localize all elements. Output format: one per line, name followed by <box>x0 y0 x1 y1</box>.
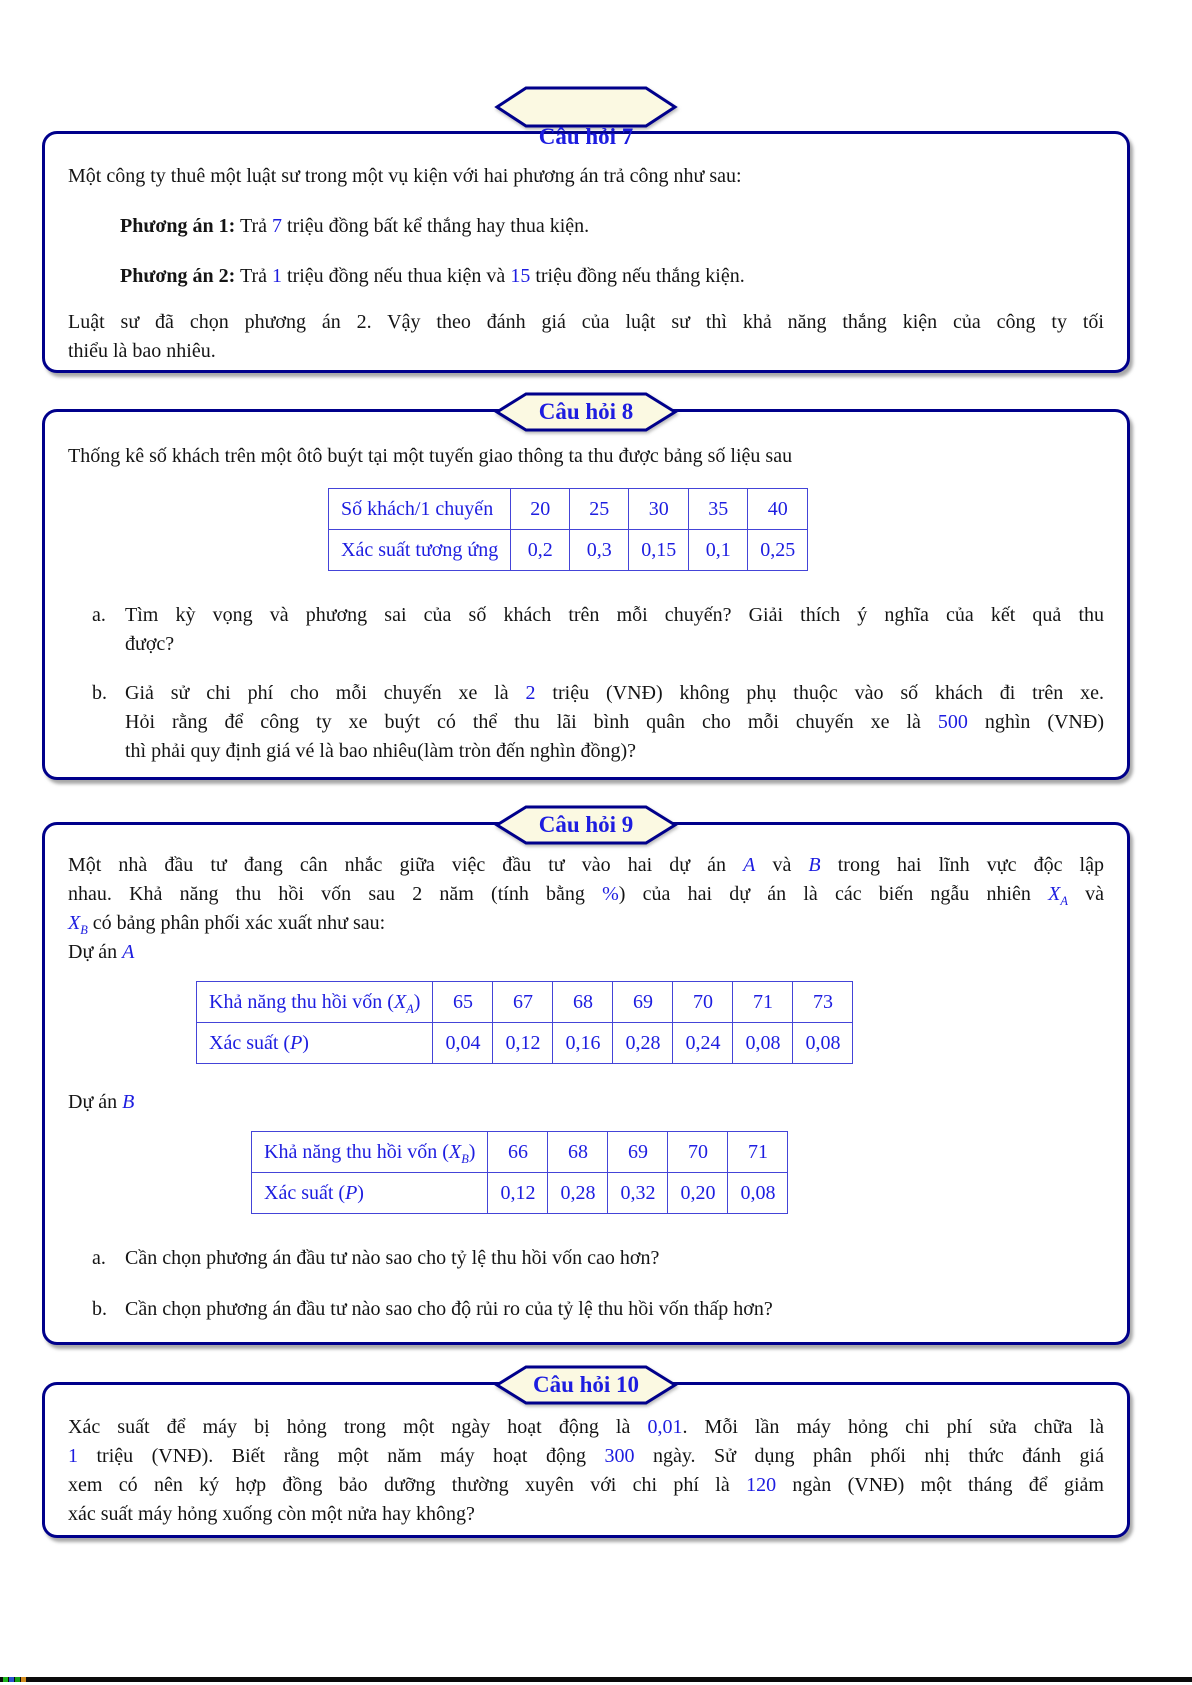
table-cell: 0,20 <box>668 1173 728 1214</box>
q9-item-a-label: a. <box>92 1247 106 1269</box>
text-run: P <box>345 1182 358 1204</box>
q9-item-b <box>68 1295 1104 1324</box>
table-cell <box>197 982 433 1023</box>
text-run: . Mỗi lần máy hỏng chi phí sửa chữa là <box>682 1416 1104 1438</box>
text-run: B <box>122 1091 135 1113</box>
table-row <box>252 1132 788 1173</box>
text-line <box>68 1413 1104 1442</box>
text-run: 300 <box>604 1445 635 1467</box>
text-line <box>68 337 1104 366</box>
text-line <box>68 308 1104 337</box>
q8-content <box>45 412 1127 766</box>
q9-project-b-label <box>68 1088 1104 1117</box>
q7-option-2-label: Phương án 2: <box>120 265 236 287</box>
q8-item-b-text <box>125 679 1104 766</box>
text-run: nghìn (VNĐ) <box>967 711 1104 733</box>
table-cell: 0,08 <box>793 1023 853 1064</box>
text-line <box>68 938 1104 967</box>
text-run: Dự án <box>68 941 123 963</box>
text-line <box>68 1471 1104 1500</box>
q7-intro <box>68 162 1104 191</box>
page-edge-bar <box>0 1677 1192 1682</box>
text-run: 1 <box>272 265 283 287</box>
text-run: Một công ty thuê một luật sư trong một vụ kiện với hai phương án trả công như sau: <box>68 165 742 187</box>
text-run: ) <box>468 1141 476 1163</box>
question-box-10 <box>42 1372 1130 1538</box>
render-artifact-dot <box>9 1677 14 1682</box>
table-cell: 0,16 <box>553 1023 613 1064</box>
table-cell: 35 <box>689 489 748 530</box>
q9-item-a <box>68 1244 1104 1273</box>
table-cell: 71 <box>728 1132 788 1173</box>
table-cell: 0,25 <box>748 530 808 571</box>
text-run: Khả năng thu hồi vốn ( <box>209 991 394 1013</box>
text-line <box>125 737 1104 766</box>
table-cell: 71 <box>733 982 793 1023</box>
table-cell: 0,3 <box>570 530 629 571</box>
table-cell <box>252 1173 488 1214</box>
q9-item-b-text <box>125 1295 1104 1324</box>
text-run: và <box>1067 883 1104 905</box>
table-cell: 69 <box>613 982 673 1023</box>
q10-badge <box>494 1365 678 1405</box>
table-row <box>329 530 808 571</box>
question-box-8 <box>42 399 1130 780</box>
text-run: ngàn (VNĐ) một tháng để giảm <box>776 1474 1104 1496</box>
table-cell: 70 <box>673 982 733 1023</box>
text-run: triệu đồng bất kể thắng hay thua kiện. <box>282 215 590 237</box>
text-line <box>68 909 1104 938</box>
text-line <box>68 880 1104 909</box>
text-line <box>125 630 1104 659</box>
text-run: Trả <box>235 265 273 287</box>
table-cell: 0,15 <box>629 530 689 571</box>
table-row <box>252 1173 788 1214</box>
text-run: triệu đồng nếu thắng kiện. <box>530 265 745 287</box>
text-run: Xác suất ( <box>209 1032 291 1054</box>
text-run: Xác suất để máy bị hỏng trong một ngày hoạt động là <box>68 1416 648 1438</box>
text-run: xem có nên ký hợp đồng bảo dưỡng thường xuyên với chi phí là <box>68 1474 747 1496</box>
q8-item-b-label: b. <box>92 682 107 704</box>
table-cell: 70 <box>668 1132 728 1173</box>
text-run: triệu đồng nếu thua kiện và <box>282 265 511 287</box>
table-cell: 68 <box>553 982 613 1023</box>
table-row <box>197 982 853 1023</box>
table-cell: 0,08 <box>728 1173 788 1214</box>
table-cell: 0,1 <box>689 530 748 571</box>
q7-content <box>45 134 1127 366</box>
q10-content <box>45 1385 1127 1529</box>
text-run: A <box>122 941 135 963</box>
text-run: ngày. Sử dụng phân phối nhị thức đánh giá <box>634 1445 1104 1467</box>
text-run: xác suất máy hỏng xuống còn một nửa hay không? <box>68 1503 475 1525</box>
text-run: Một nhà đầu tư đang cân nhắc giữa việc đầu tư vào hai dự án <box>68 854 744 876</box>
text-run: B <box>808 854 821 876</box>
q7-title: Câu hỏi 7 <box>538 124 634 149</box>
text-run: ) <box>357 1182 364 1204</box>
q7-outro <box>68 308 1104 366</box>
text-line <box>125 708 1104 737</box>
text-run: triệu (VNĐ) không phụ thuộc vào số khách đi trên xe. <box>535 682 1104 704</box>
q9-content <box>45 825 1127 1324</box>
text-run: Tìm kỳ vọng và phương sai của số khách trên mỗi chuyến? Giải thích ý nghĩa của kết quả thu <box>125 604 1104 626</box>
text-run: được? <box>125 633 175 655</box>
table-row <box>329 489 808 530</box>
text-run: 1 <box>68 1445 78 1467</box>
q7-badge-hexagon-icon <box>494 86 678 128</box>
text-run: P <box>290 1032 303 1054</box>
text-run: A <box>743 854 756 876</box>
q8-probability-table <box>328 488 808 571</box>
table-row <box>197 1023 853 1064</box>
q8-badge <box>494 392 678 432</box>
text-run: ) <box>302 1032 309 1054</box>
text-run: $X_B$ <box>448 1141 469 1166</box>
text-run: Luật sư đã chọn phương án 2. Vậy theo đánh giá của luật sư thì khả năng thắng kiện của công ty tối <box>68 311 1104 333</box>
render-artifact-dot <box>3 1677 8 1682</box>
table-cell: 0,32 <box>608 1173 668 1214</box>
text-line <box>125 601 1104 630</box>
table-cell <box>252 1132 488 1173</box>
table-cell: 0,12 <box>493 1023 553 1064</box>
text-run: Hỏi rằng để công ty xe buýt có thể thu lãi bình quân cho mỗi chuyến xe là <box>125 711 938 733</box>
text-line <box>125 1244 1104 1273</box>
q7-option-1-text <box>235 215 589 237</box>
q7-badge <box>494 86 678 128</box>
text-run: và <box>755 854 809 876</box>
render-artifact-dot <box>15 1677 20 1682</box>
text-line <box>125 679 1104 708</box>
table-cell <box>329 530 511 571</box>
table-cell: 0,24 <box>673 1023 733 1064</box>
q7-option-1-label: Phương án 1: <box>120 215 236 237</box>
text-run: % <box>602 883 619 905</box>
text-run: thiểu là bao nhiêu. <box>68 340 216 362</box>
text-run: Thống kê số khách trên một ôtô buýt tại một tuyến giao thông ta thu được bảng số liệu sau <box>68 445 793 467</box>
question-box-7 <box>42 124 1130 373</box>
text-run: 120 <box>746 1474 777 1496</box>
q8-item-b <box>68 679 1104 766</box>
q10-body <box>68 1413 1104 1529</box>
text-run: Xác suất ( <box>264 1182 346 1204</box>
q9-intro <box>68 851 1104 967</box>
text-run: Cần chọn phương án đầu tư nào sao cho tỷ lệ thu hồi vốn cao hơn? <box>125 1247 660 1269</box>
text-run: nhau. Khả năng thu hồi vốn sau 2 năm (tính bằng <box>68 883 603 905</box>
q8-item-a <box>68 601 1104 659</box>
text-run: 15 <box>510 265 531 287</box>
question-box-9 <box>42 812 1130 1345</box>
q7-option-2-text <box>235 265 744 287</box>
table-cell: 68 <box>548 1132 608 1173</box>
text-run: Xác suất tương ứng <box>341 539 499 561</box>
q9-item-a-text <box>125 1244 1104 1273</box>
table-cell: 67 <box>493 982 553 1023</box>
q9-project-a-table <box>196 981 853 1064</box>
text-run: ) của hai dự án là các biến ngẫu nhiên <box>618 883 1049 905</box>
text-run: Khả năng thu hồi vốn ( <box>264 1141 449 1163</box>
text-run: ) <box>413 991 421 1013</box>
table-cell: 0,28 <box>613 1023 673 1064</box>
text-run: $X_A$ <box>393 991 414 1016</box>
text-line <box>68 1500 1104 1529</box>
table-cell: 66 <box>488 1132 548 1173</box>
table-cell: 0,12 <box>488 1173 548 1214</box>
q9-item-b-label: b. <box>92 1298 107 1320</box>
table-cell: 0,2 <box>511 530 570 571</box>
text-run: trong hai lĩnh vực độc lập <box>820 854 1104 876</box>
table-cell <box>329 489 511 530</box>
text-run: $X_A$ <box>1048 883 1068 908</box>
q10-title: Câu hỏi 10 <box>532 1372 640 1397</box>
text-line <box>68 851 1104 880</box>
q8-item-a-text <box>125 601 1104 659</box>
table-cell: 40 <box>748 489 808 530</box>
q9-project-b-table <box>251 1131 788 1214</box>
text-line <box>68 1442 1104 1471</box>
table-cell: 73 <box>793 982 853 1023</box>
table-cell: 30 <box>629 489 689 530</box>
table-cell: 65 <box>433 982 493 1023</box>
text-run: 0,01 <box>647 1416 683 1438</box>
text-run: Giả sử chi phí cho mỗi chuyến xe là <box>125 682 526 704</box>
q7-option-1 <box>68 212 1104 241</box>
text-run: $X_B$ <box>68 912 88 937</box>
q7-option-2 <box>68 262 1104 291</box>
table-cell: 0,04 <box>433 1023 493 1064</box>
table-cell: 69 <box>608 1132 668 1173</box>
text-run: có bảng phân phối xác xuất như sau: <box>87 912 386 934</box>
text-run: thì phải quy định giá vé là bao nhiêu(làm tròn đến nghìn đồng)? <box>125 740 636 762</box>
table-cell: 0,08 <box>733 1023 793 1064</box>
q8-intro <box>68 442 1104 471</box>
text-run: 500 <box>937 711 968 733</box>
q8-item-a-label: a. <box>92 604 106 626</box>
text-run: Số khách/1 chuyến <box>341 498 494 520</box>
text-run: 7 <box>272 215 283 237</box>
text-run: Dự án <box>68 1091 123 1113</box>
table-cell: 0,28 <box>548 1173 608 1214</box>
table-cell <box>197 1023 433 1064</box>
q9-badge <box>494 805 678 845</box>
table-cell: 20 <box>511 489 570 530</box>
text-run: Trả <box>235 215 273 237</box>
text-run: 2 <box>525 682 536 704</box>
text-run: triệu (VNĐ). Biết rằng một năm máy hoạt động <box>78 1445 605 1467</box>
q9-title: Câu hỏi 9 <box>538 812 634 837</box>
text-run: Cần chọn phương án đầu tư nào sao cho độ rủi ro của tỷ lệ thu hồi vốn thấp hơn? <box>125 1298 773 1320</box>
table-cell: 25 <box>570 489 629 530</box>
q8-title: Câu hỏi 8 <box>538 399 634 424</box>
render-artifact-dot <box>21 1677 26 1682</box>
text-line <box>125 1295 1104 1324</box>
